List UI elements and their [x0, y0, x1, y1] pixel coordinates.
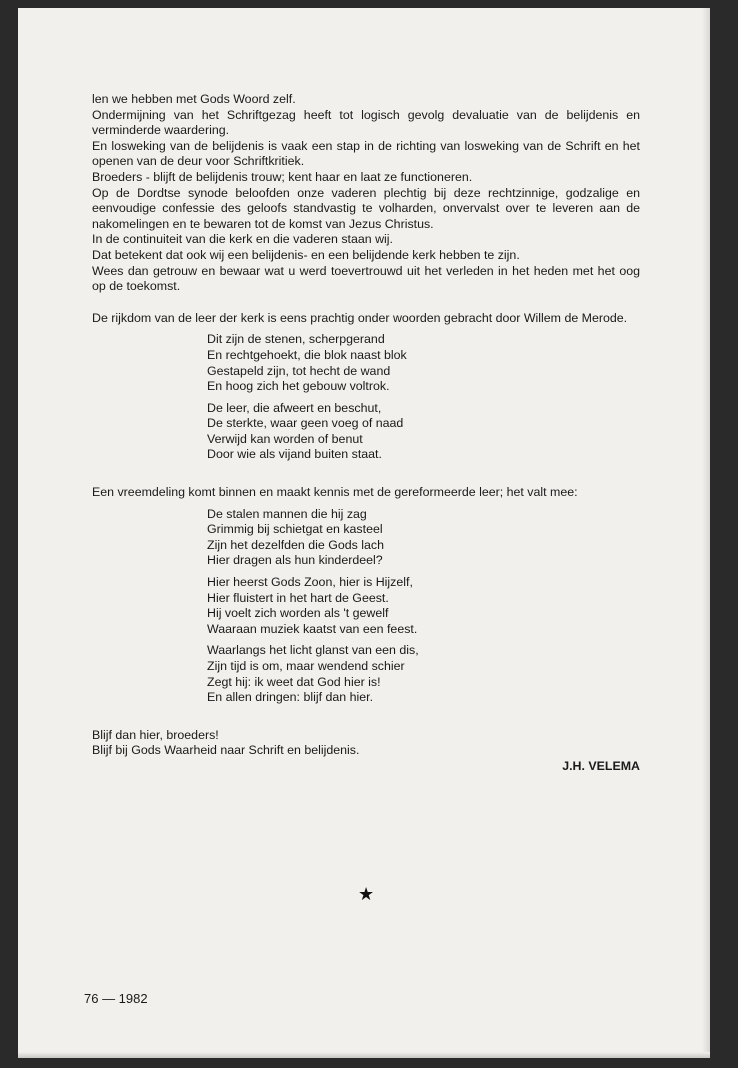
poem-line: Dit zijn de stenen, scherpgerand [207, 332, 385, 347]
poem-line: Zegt hij: ik weet dat God hier is! [207, 674, 381, 689]
poem-line: De leer, die afweert en beschut, [207, 400, 382, 415]
document-page [18, 8, 710, 1058]
poem-line: En hoog zich het gebouw voltrok. [207, 379, 390, 394]
poem-line: En rechtgehoekt, die blok naast blok [207, 347, 407, 362]
paragraph: In de continuiteit van die kerk en die vaderen staan wij. [92, 232, 393, 247]
paragraph: Wees dan getrouw en bewaar wat u werd toevertrouwd uit het verleden in het heden met het oog op de toekomst. [92, 263, 640, 294]
poem-line: De sterkte, waar geen voeg of naad [207, 416, 404, 431]
poem-line: Gestapeld zijn, tot hecht de wand [207, 363, 391, 378]
poem-line: Waaraan muziek kaatst van een feest. [207, 621, 418, 636]
poem-vreemdeling [207, 507, 640, 706]
article-body [92, 92, 640, 775]
poem-stanza [207, 507, 640, 569]
closing-line: Blijf dan hier, broeders! [92, 727, 219, 742]
poem-line: Hier dragen als hun kinderdeel? [207, 553, 383, 568]
poem-stanza [207, 643, 640, 705]
paragraph: len we hebben met Gods Woord zelf. [92, 92, 296, 106]
poem-line: Door wie als vijand buiten staat. [207, 447, 382, 462]
poem-line: Hij voelt zich worden als 't gewelf [207, 606, 389, 621]
poem-de-merode [207, 332, 640, 463]
poem-line: Grimmig bij schietgat en kasteel [207, 522, 383, 537]
paragraph: Broeders - blijft de belijdenis trouw; kent haar en laat ze functioneren. [92, 169, 473, 184]
poem-stanza [207, 575, 640, 637]
poem-line: En allen dringen: blijf dan hier. [207, 690, 374, 705]
paragraph: Ondermijning van het Schriftgezag heeft tot logisch gevolg devaluatie van de belijdenis en verminderde waardering. [92, 107, 640, 138]
poem-intro: De rijkdom van de leer der kerk is eens prachtig onder woorden gebracht door Willem de Merode. [92, 310, 628, 325]
poem-line: De stalen mannen die hij zag [207, 506, 367, 521]
poem-intro: Een vreemdeling komt binnen en maakt kennis met de gereformeerde leer; het valt mee: [92, 485, 578, 500]
poem-stanza [207, 332, 640, 394]
poem-line: Waarlangs het licht glanst van een dis, [207, 643, 419, 658]
author-signature: J.H. VELEMA [562, 758, 640, 773]
page-edge-right [702, 8, 710, 1058]
poem-line: Hier fluistert in het hart de Geest. [207, 590, 389, 605]
paragraph: En losweking van de belijdenis is vaak een stap in de richting van losweking van de Schrift en het openen van de deur voor Schriftkritiek. [92, 138, 640, 169]
poem-line: Hier heerst Gods Zoon, hier is Hijzelf, [207, 575, 413, 590]
paragraph: Op de Dordtse synode beloofden onze vaderen plechtig bij deze rechtzinnige, godzalige en eenvoudige confessie des geloofs standvastig te volharden, onvervalst over te leveren aan de nakomelingen en te bewaren tot de komst van Jezus Christus. [92, 185, 640, 231]
poem-line: Verwijd kan worden of benut [207, 431, 363, 446]
closing-line: Blijf bij Gods Waarheid naar Schrift en belijdenis. [92, 743, 360, 758]
poem-line: Zijn het dezelfden die Gods lach [207, 537, 385, 552]
star-icon: ★ [358, 884, 375, 904]
page-number: 76 — 1982 [84, 991, 148, 1006]
poem-stanza [207, 401, 640, 463]
poem-line: Zijn tijd is om, maar wendend schier [207, 659, 405, 673]
page-edge-bottom [18, 1052, 710, 1058]
paragraph: Dat betekent dat ook wij een belijdenis- en een belijdende kerk hebben te zijn. [92, 247, 520, 262]
